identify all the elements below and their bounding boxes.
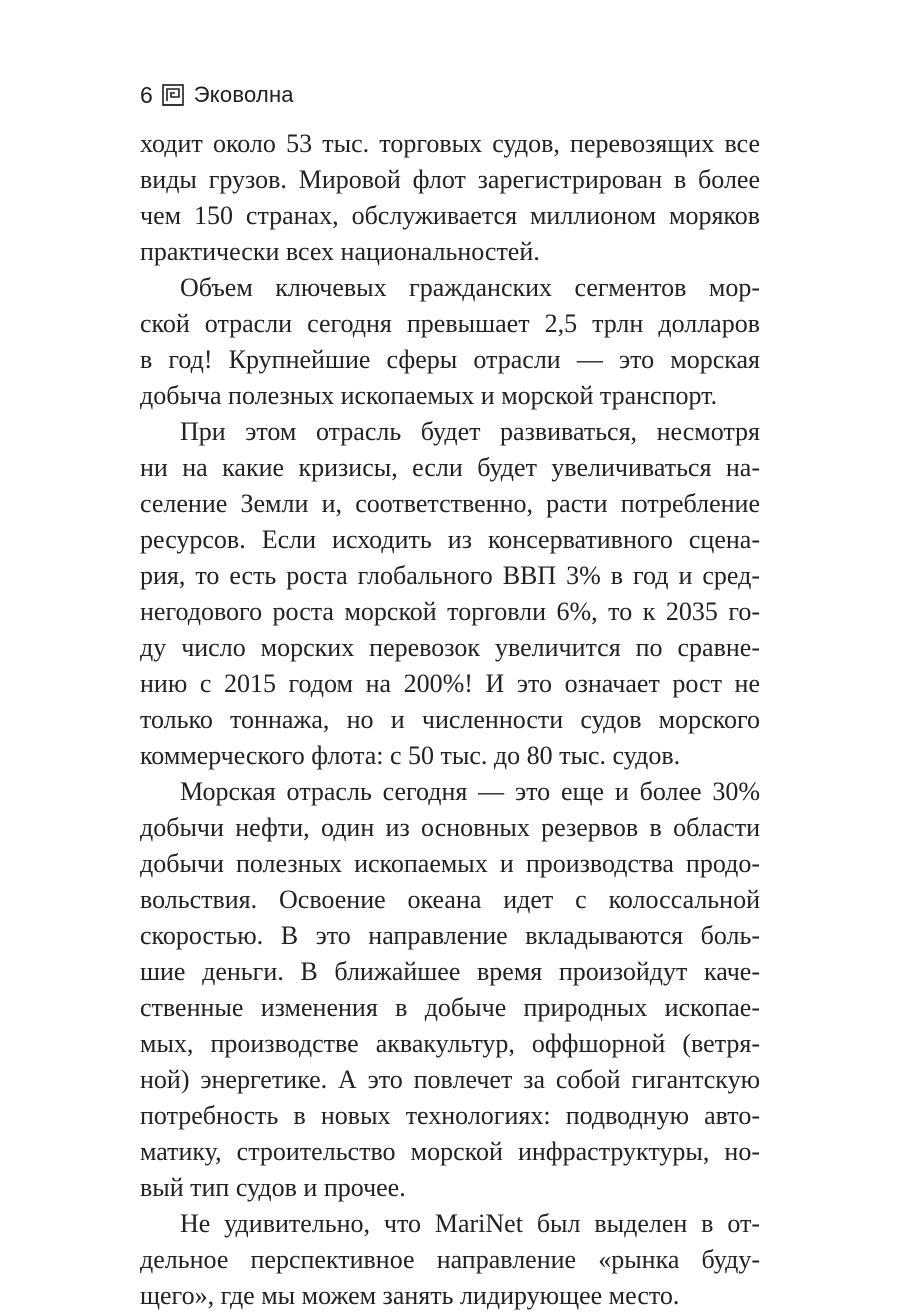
text-line: матику, строительство морской инфраструктуры, но- [140,1137,760,1166]
text-line: добычи нефти, один из основных резервов в области [140,813,760,842]
text-line: рия, то есть роста глобального ВВП 3% в год и сред- [140,561,760,590]
text-line: При этом отрасль будет развиваться, несмотря [180,417,760,446]
text-line: добыча полезных ископаемых и морской транспорт. [140,381,718,410]
text-line: ской отрасли сегодня превышает 2,5 трлн долларов [140,309,760,338]
text-line: нию с 2015 годом на 200%! И это означает рост не [140,669,760,698]
text-line: скоростью. В это направление вкладываются боль- [140,921,760,950]
paragraph-3 [140,414,760,774]
paragraph-5 [140,1206,760,1314]
paragraph-1 [140,126,760,270]
text-line: потребность в новых технологиях: подводную авто- [140,1101,760,1130]
text-line: ду число морских перевозок увеличится по сравне- [140,633,760,662]
body-text [140,126,760,1314]
text-line: ресурсов. Если исходить из консервативного сцена- [140,525,760,554]
text-line: в год! Крупнейшие сферы отрасли — это морская [140,345,760,374]
text-line: вольствия. Освоение океана идет с колоссальной [140,885,760,914]
text-line: чем 150 странах, обслуживается миллионом моряков [140,201,760,230]
text-line: селение Земли и, соответственно, расти потребление [140,489,760,518]
greek-key-icon [162,84,184,106]
text-line: ственные изменения в добыче природных ископае- [140,993,760,1022]
running-header [140,80,294,110]
page-number: 6 [140,82,153,108]
text-line: Не удивительно, что MariNet был выделен в от- [180,1209,760,1238]
text-line: вый тип судов и прочее. [140,1173,406,1202]
paragraph-4 [140,774,760,1206]
text-line: только тоннажа, но и численности судов морского [140,705,760,734]
text-line: коммерческого флота: с 50 тыс. до 80 тыс. судов. [140,741,681,770]
text-line: ходит около 53 тыс. торговых судов, перевозящих все [140,129,760,158]
text-line: виды грузов. Мировой флот зарегистрирован в более [140,165,760,194]
text-line: дельное перспективное направление «рынка буду- [140,1245,760,1274]
running-title: Эковолна [193,82,294,107]
text-line: щего», где мы можем занять лидирующее место. [140,1281,680,1310]
text-line: Морская отрасль сегодня — это еще и более 30% [180,777,760,806]
text-line: ной) энергетике. А это повлечет за собой гигантскую [140,1065,760,1094]
text-line: добычи полезных ископаемых и производства продо- [140,849,760,878]
text-line: негодового роста морской торговли 6%, то к 2035 го- [140,597,760,626]
text-line: практически всех национальностей. [140,237,540,266]
text-line: мых, производстве аквакультур, оффшорной (ветря- [140,1029,760,1058]
text-line: Объем ключевых гражданских сегментов мор- [180,273,760,302]
paragraph-2 [140,270,760,414]
text-line: шие деньги. В ближайшее время произойдут каче- [140,957,760,986]
text-line: ни на какие кризисы, если будет увеличиваться на- [140,453,760,482]
